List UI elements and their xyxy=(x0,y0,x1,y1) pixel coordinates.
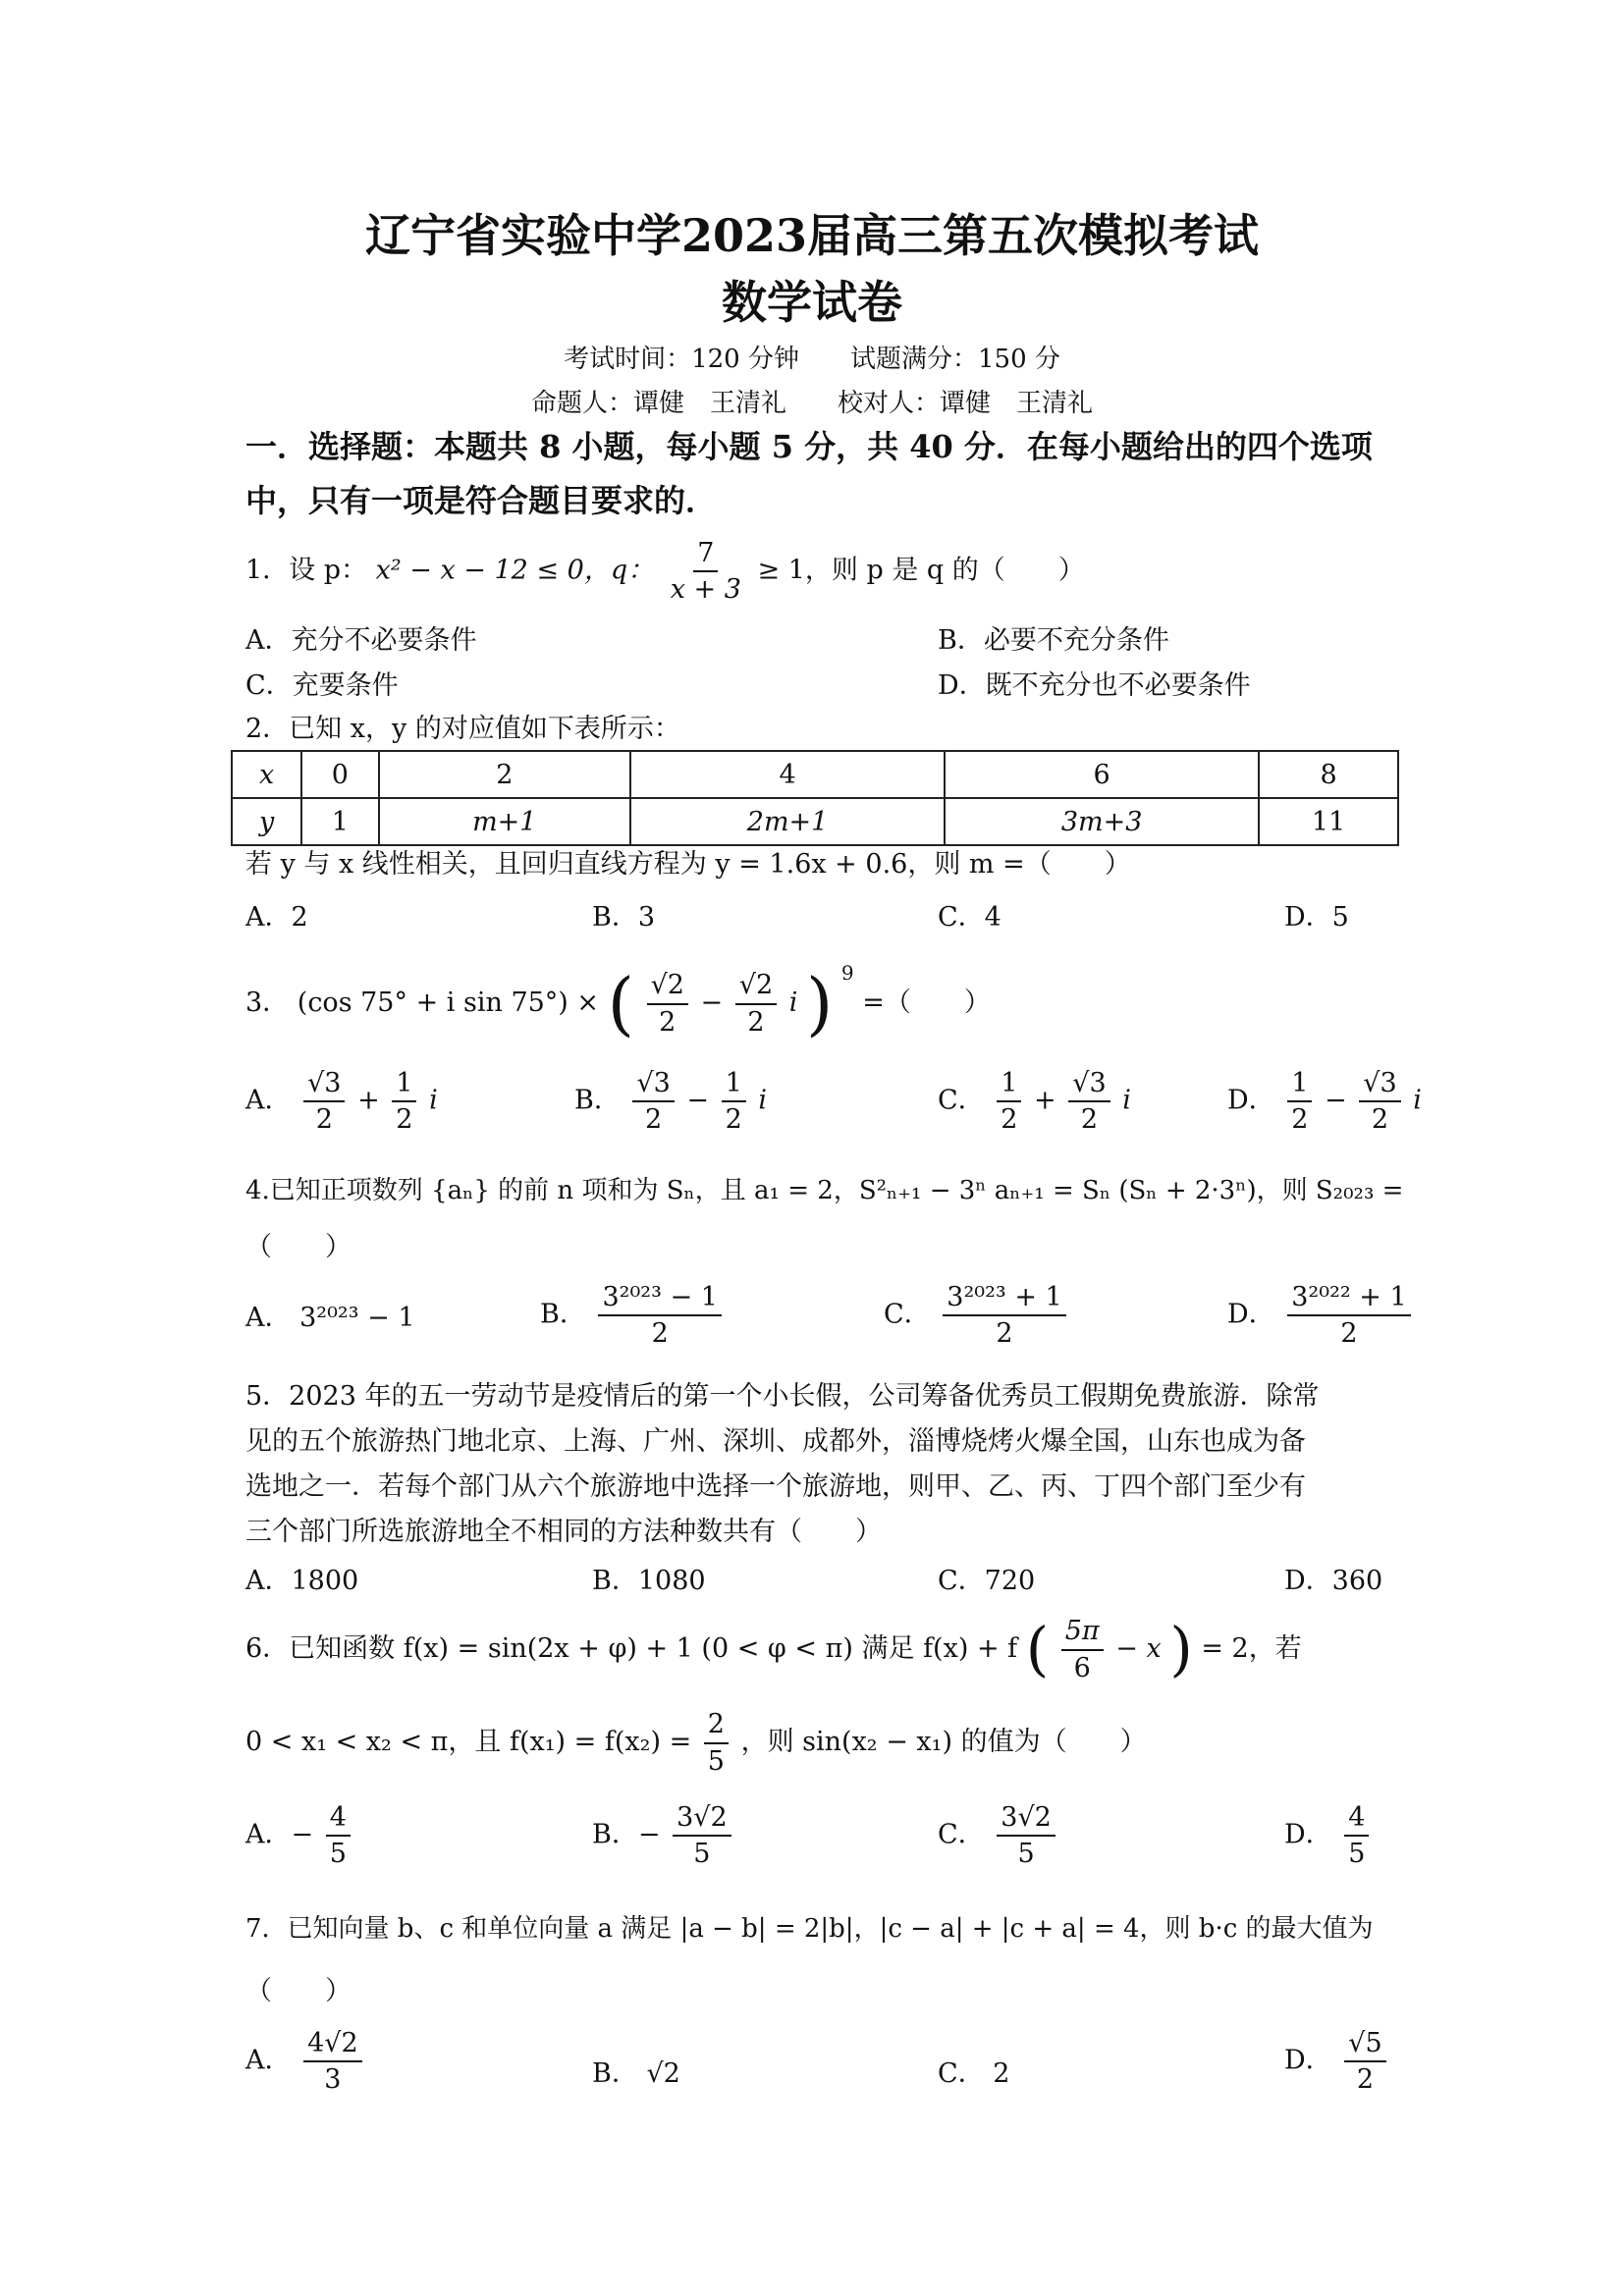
option-op: − xyxy=(1325,1085,1347,1116)
option-frac xyxy=(392,1068,416,1135)
q3-suffix: =（ ） xyxy=(862,988,991,1018)
q3-imag-unit: i xyxy=(788,988,798,1018)
table-cell: 11 xyxy=(1259,798,1398,845)
question-2: 2．已知 x，y 的对应值如下表所示： xyxy=(245,714,680,744)
q6-option-c xyxy=(938,1802,1059,1869)
frac-den: 2 xyxy=(1001,1104,1018,1136)
option-text: 3²⁰²³ − 1 xyxy=(299,1303,415,1333)
q1-option-a: A．充分不必要条件 xyxy=(245,625,477,656)
question-3 xyxy=(245,950,1404,1048)
frac-den: 5 xyxy=(329,1839,347,1870)
option-text: √2 xyxy=(646,2058,680,2089)
q7-blank: （ ） xyxy=(245,1976,352,2006)
q6-option-a xyxy=(245,1802,354,1869)
option-label: B． xyxy=(592,1819,638,1850)
option-label: D． xyxy=(1227,1299,1275,1330)
frac-den: 2 xyxy=(1371,1104,1389,1136)
table-cell: 2 xyxy=(379,751,631,798)
option-op: + xyxy=(357,1085,380,1116)
q1-suffix: ≥ 1，则 p 是 q 的（ ） xyxy=(757,555,1085,586)
option-frac xyxy=(1359,1068,1400,1135)
option-frac xyxy=(1344,2028,1385,2095)
q3-paren-right: ) xyxy=(805,963,834,1044)
option-frac xyxy=(303,2028,362,2095)
q4-option-d xyxy=(1227,1282,1415,1349)
exam-title: 辽宁省实验中学2023届高三第五次模拟考试 xyxy=(364,209,1260,262)
frac-num: 3√2 xyxy=(997,1802,1056,1837)
q6-frac2 xyxy=(704,1709,729,1776)
frac-den: 5 xyxy=(707,1745,725,1777)
option-label: C． xyxy=(938,2058,985,2089)
question-5-line-4: 三个部门所选旅游地全不相同的方法种数共有（ ） xyxy=(245,1517,882,1547)
q3-frac1-den: 2 xyxy=(659,1006,677,1038)
section-heading: 一．选择题：本题共 8 小题，每小题 5 分，共 40 分．在每小题给出的四个选项中，只有一项是符合题目要求的． xyxy=(245,428,1373,519)
option-op: + xyxy=(1034,1085,1056,1116)
frac-num: 1 xyxy=(997,1068,1021,1102)
table-cell: y xyxy=(232,798,301,845)
exam-subtitle: 数学试卷 xyxy=(722,276,902,329)
q6-paren-left: ( xyxy=(1025,1615,1050,1684)
frac-den: 2 xyxy=(1356,2064,1375,2096)
q6-part-b: − x xyxy=(1115,1633,1162,1664)
option-label: B． xyxy=(574,1085,621,1116)
option-frac xyxy=(632,1068,674,1135)
q6-paren-right: ) xyxy=(1169,1615,1193,1684)
option-frac xyxy=(598,1282,721,1349)
q1-option-b: B．必要不充分条件 xyxy=(938,625,1169,656)
option-frac xyxy=(943,1282,1065,1349)
frac-den: 2 xyxy=(725,1104,742,1136)
q6-line2-a: 0 < x₁ < x₂ < π，且 f(x₁) = f(x₂) = xyxy=(245,1727,692,1757)
option-sign: − xyxy=(637,1819,661,1850)
q7-option-c xyxy=(938,2052,1009,2090)
frac-num: 3²⁰²² + 1 xyxy=(1287,1282,1410,1316)
option-label: D． xyxy=(1284,1819,1332,1850)
frac-num: 2 xyxy=(704,1709,729,1743)
q5-option-c: C．720 xyxy=(938,1566,1036,1596)
option-imag-unit: i xyxy=(1122,1085,1131,1116)
option-label: D． xyxy=(1227,1085,1275,1116)
frac-num: 5π xyxy=(1061,1616,1104,1650)
q3-frac2-num: √2 xyxy=(735,970,777,1004)
q4-option-b xyxy=(540,1282,726,1349)
option-frac xyxy=(1344,1802,1369,1869)
q6-part-c: = 2，若 xyxy=(1201,1633,1302,1664)
q2-followup: 若 y 与 x 线性相关，且回归直线方程为 y = 1.6x + 0.6，则 m =（ ） xyxy=(245,849,1131,880)
option-frac xyxy=(997,1068,1021,1135)
q2-option-d: D．5 xyxy=(1284,902,1349,933)
q6-option-b xyxy=(592,1802,735,1869)
question-5-line-1: 5．2023 年的五一劳动节是疫情后的第一个小长假，公司筹备优秀员工假期免费旅游．除常 xyxy=(245,1381,1320,1412)
frac-den: 3 xyxy=(324,2064,342,2096)
option-frac xyxy=(722,1068,746,1135)
table-cell: x xyxy=(232,751,301,798)
frac-num: 1 xyxy=(722,1068,746,1102)
option-text: 2 xyxy=(993,2058,1010,2089)
option-imag-unit: i xyxy=(429,1085,438,1116)
q1-prefix: 1．设 p： xyxy=(245,555,368,586)
q3-frac1 xyxy=(647,970,688,1037)
q3-option-d xyxy=(1227,1068,1422,1135)
option-label: C． xyxy=(938,1085,985,1116)
frac-den: 5 xyxy=(693,1839,711,1870)
q6-frac xyxy=(1061,1616,1104,1682)
question-5-line-3: 选地之一．若每个部门从六个旅游地中选择一个旅游地，则甲、乙、丙、丁四个部门至少有 xyxy=(245,1471,1306,1502)
frac-den: 5 xyxy=(1017,1839,1035,1870)
q3-option-b xyxy=(574,1068,767,1135)
frac-num: 4 xyxy=(1344,1802,1369,1837)
frac-num: 1 xyxy=(1287,1068,1312,1102)
frac-den: 2 xyxy=(651,1318,669,1350)
option-label: A． xyxy=(245,1085,292,1116)
frac-num: 4√2 xyxy=(303,2028,362,2062)
q3-minus: − xyxy=(700,988,724,1018)
question-1 xyxy=(245,538,1404,605)
table-cell: 1 xyxy=(301,798,378,845)
option-imag-unit: i xyxy=(1413,1085,1422,1116)
q2-value-table xyxy=(231,750,1399,846)
option-frac xyxy=(1068,1068,1110,1135)
table-row-y xyxy=(232,798,1398,845)
q2-option-b: B．3 xyxy=(592,902,656,933)
option-label: A． xyxy=(245,1303,292,1333)
q3-lhs: (cos 75° + i sin 75°) × xyxy=(297,988,600,1018)
option-label: D． xyxy=(1284,2045,1332,2076)
frac-num: 3√2 xyxy=(673,1802,731,1837)
frac-num: √3 xyxy=(1359,1068,1400,1102)
frac-num: √3 xyxy=(303,1068,345,1102)
q2-option-a: A．2 xyxy=(245,902,308,933)
q1-option-d: D．既不充分也不必要条件 xyxy=(938,670,1251,701)
q1-frac-num: 7 xyxy=(693,538,718,572)
frac-den: 2 xyxy=(645,1104,663,1136)
table-cell: 6 xyxy=(945,751,1259,798)
frac-den: 5 xyxy=(1348,1839,1366,1870)
q6-option-d xyxy=(1284,1802,1373,1869)
question-6-line-1 xyxy=(245,1610,1404,1689)
frac-num: 1 xyxy=(392,1068,416,1102)
frac-num: 3²⁰²³ − 1 xyxy=(598,1282,721,1316)
frac-den: 2 xyxy=(1291,1104,1309,1136)
table-cell: 4 xyxy=(630,751,945,798)
frac-den: 2 xyxy=(1340,1318,1358,1350)
q1-option-c: C．充要条件 xyxy=(245,670,399,701)
frac-num: √5 xyxy=(1344,2028,1385,2062)
option-label: C． xyxy=(884,1299,931,1330)
q6-part-a: 6．已知函数 f(x) = sin(2x + φ) + 1 (0 < φ < π) 满足 f(x) + f xyxy=(245,1633,1018,1664)
question-4: 4.已知正项数列 {aₙ} 的前 n 项和为 Sₙ，且 a₁ = 2，S²ₙ₊₁ − 3ⁿ aₙ₊₁ = Sₙ (Sₙ + 2·3ⁿ)，则 S₂₀₂₃ = xyxy=(245,1176,1404,1205)
q7-option-b xyxy=(592,2052,680,2090)
table-cell: 0 xyxy=(301,751,378,798)
option-label: B． xyxy=(592,2058,638,2089)
q3-option-a xyxy=(245,1068,438,1135)
q3-frac1-num: √2 xyxy=(647,970,688,1004)
table-row-x xyxy=(232,751,1398,798)
q3-paren-left: ( xyxy=(607,963,634,1044)
q6-line2-b: ，则 sin(x₂ − x₁) 的值为（ ） xyxy=(740,1727,1147,1757)
question-5-line-2: 见的五个旅游热门地北京、上海、广州、深圳、成都外，淄博烧烤火爆全国，山东也成为备 xyxy=(245,1426,1306,1457)
frac-den: 2 xyxy=(1080,1104,1099,1136)
option-frac xyxy=(1287,1068,1312,1135)
frac-num: 4 xyxy=(326,1802,351,1837)
q1-cond-p: x² − x − 12 ≤ 0，q： xyxy=(375,555,655,586)
frac-num: 3²⁰²³ + 1 xyxy=(943,1282,1065,1316)
q3-frac2-den: 2 xyxy=(747,1006,765,1038)
exam-time-info: 考试时间：120 分钟 试题满分：150 分 xyxy=(564,345,1060,374)
table-cell: m+1 xyxy=(379,798,631,845)
frac-den: 2 xyxy=(396,1104,413,1136)
frac-den: 2 xyxy=(315,1104,333,1136)
option-label: B． xyxy=(540,1299,586,1330)
q3-frac2 xyxy=(735,970,777,1037)
question-7: 7．已知向量 b、c 和单位向量 a 满足 |a − b| = 2|b|，|c − a| + |c + a| = 4，则 b·c 的最大值为 xyxy=(245,1914,1374,1944)
option-frac xyxy=(303,1068,345,1135)
q3-power: 9 xyxy=(840,961,854,985)
option-frac xyxy=(673,1802,731,1869)
q5-option-b: B．1080 xyxy=(592,1566,706,1596)
option-label: A． xyxy=(245,2045,292,2076)
frac-den: 6 xyxy=(1073,1652,1091,1683)
option-op: − xyxy=(686,1085,710,1116)
q4-blank: （ ） xyxy=(245,1232,352,1262)
frac-den: 2 xyxy=(996,1318,1013,1350)
q5-option-a: A．1800 xyxy=(245,1566,359,1596)
table-cell: 8 xyxy=(1259,751,1398,798)
table-cell: 3m+3 xyxy=(945,798,1259,845)
question-6-line-2 xyxy=(245,1708,1404,1777)
option-sign: − xyxy=(291,1819,314,1850)
option-frac xyxy=(997,1802,1056,1869)
q4-option-a xyxy=(245,1296,415,1334)
option-frac xyxy=(326,1802,351,1869)
q2-option-c: C．4 xyxy=(938,902,1001,933)
frac-num: √3 xyxy=(1068,1068,1110,1102)
exam-authors-info: 命题人：谭健 王清礼 校对人：谭健 王清礼 xyxy=(530,389,1093,418)
q5-option-d: D．360 xyxy=(1284,1566,1383,1596)
option-imag-unit: i xyxy=(758,1085,768,1116)
q7-option-d xyxy=(1284,2028,1390,2095)
table-cell: 2m+1 xyxy=(630,798,945,845)
option-frac xyxy=(1287,1282,1410,1349)
q3-option-c xyxy=(938,1068,1131,1135)
q4-option-c xyxy=(884,1282,1070,1349)
q1-fraction xyxy=(667,538,745,605)
q1-frac-den: x + 3 xyxy=(670,574,741,606)
q3-prefix: 3． xyxy=(245,988,290,1018)
frac-num: √3 xyxy=(632,1068,674,1102)
option-label: A． xyxy=(245,1819,292,1850)
option-label: C． xyxy=(938,1819,985,1850)
q7-option-a xyxy=(245,2028,366,2095)
